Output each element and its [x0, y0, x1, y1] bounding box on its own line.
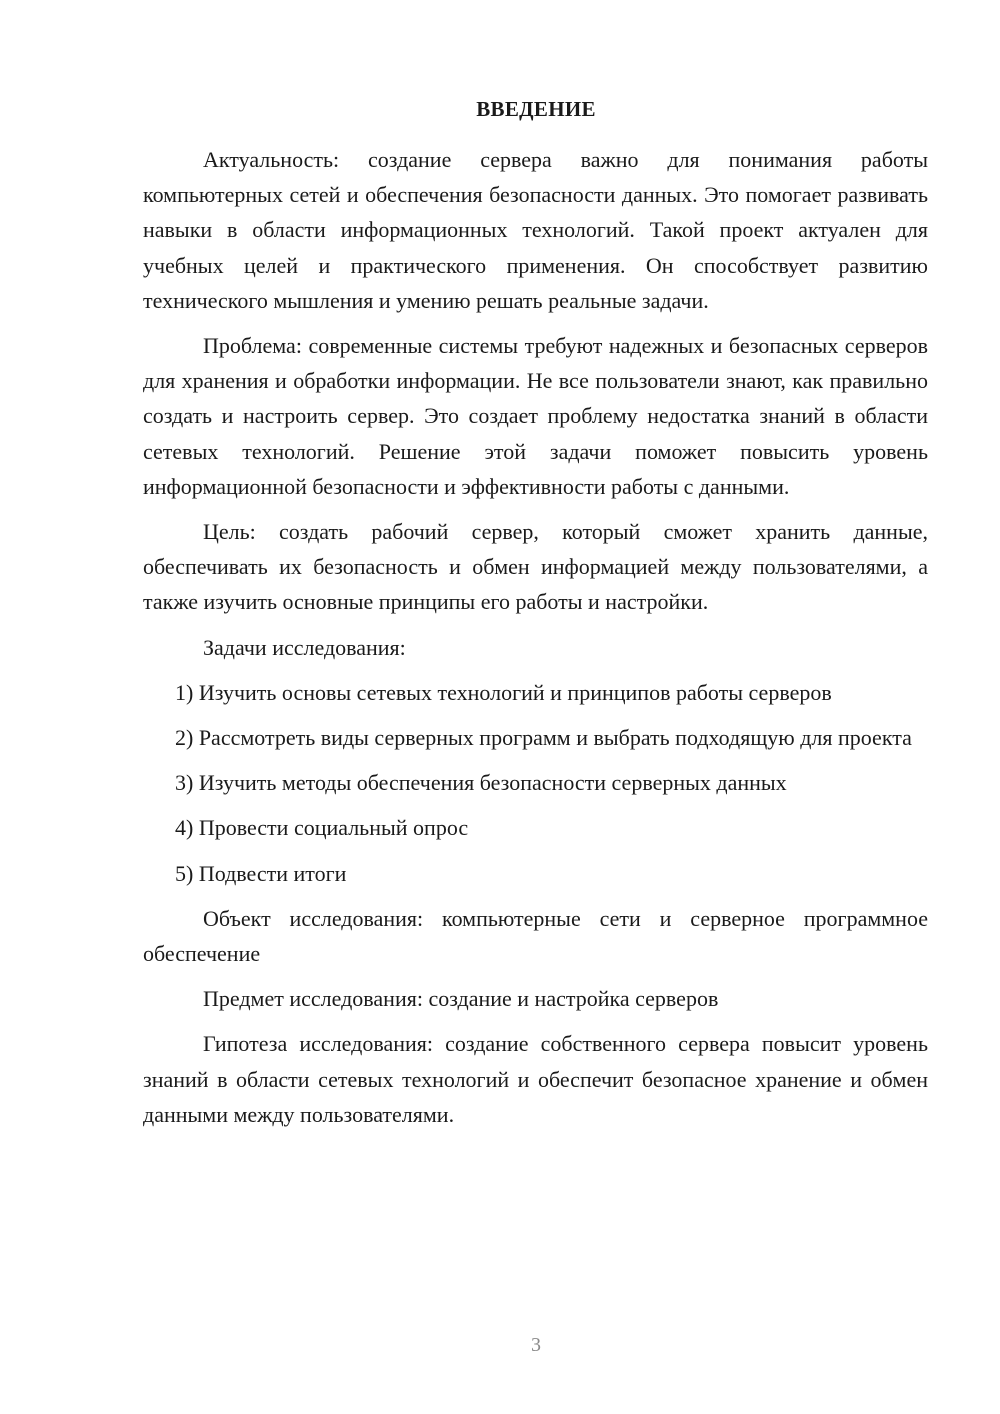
- body-text: [143, 142, 928, 1142]
- task-item-1: 1) Изучить основы сетевых технологий и принципов работы серверов: [175, 679, 832, 705]
- paragraph-relevance: Актуальность: создание сервера важно для понимания работы компьютерных сетей и обеспечения безопасности данных. Это помогает развивать навыки в области информационных технологий. Такой проект актуален для учебных целей и практического применения. Он способствует развитию технического мышления и умению решать реальные задачи.: [143, 147, 928, 313]
- paragraph-hypothesis: Гипотеза исследования: создание собственного сервера повысит уровень знаний в области сетевых технологий и обеспечит безопасное хранение и обмен данными между пользователями.: [143, 1031, 928, 1127]
- task-item-5: 5) Подвести итоги: [175, 860, 347, 886]
- page-number: 3: [531, 1334, 541, 1356]
- paragraph-goal: Цель: создать рабочий сервер, который сможет хранить данные, обеспечивать их безопасность и обмен информацией между пользователями, а также изучить основные принципы его работы и настройки.: [143, 519, 928, 615]
- task-item-2: 2) Рассмотреть виды серверных программ и выбрать подходящую для проекта: [175, 725, 912, 751]
- section-title: ВВЕДЕНИЕ: [476, 97, 596, 121]
- task-item-4: 4) Провести социальный опрос: [175, 815, 469, 841]
- paragraph-object: Объект исследования: компьютерные сети и серверное программное обеспечение: [143, 905, 928, 967]
- paragraph-subject: Предмет исследования: создание и настройка серверов: [203, 986, 719, 1012]
- paragraph-problem: Проблема: современные системы требуют надежных и безопасных серверов для хранения и обработки информации. Не все пользователи знают, как правильно создать и настроить сервер. Это создает проблему недостатка знаний в области сетевых технологий. Решение этой задачи поможет повысить уровень информационной безопасности и эффективности работы с данными.: [143, 333, 928, 499]
- tasks-heading: Задачи исследования:: [203, 634, 406, 660]
- task-item-3: 3) Изучить методы обеспечения безопасности серверных данных: [175, 770, 787, 796]
